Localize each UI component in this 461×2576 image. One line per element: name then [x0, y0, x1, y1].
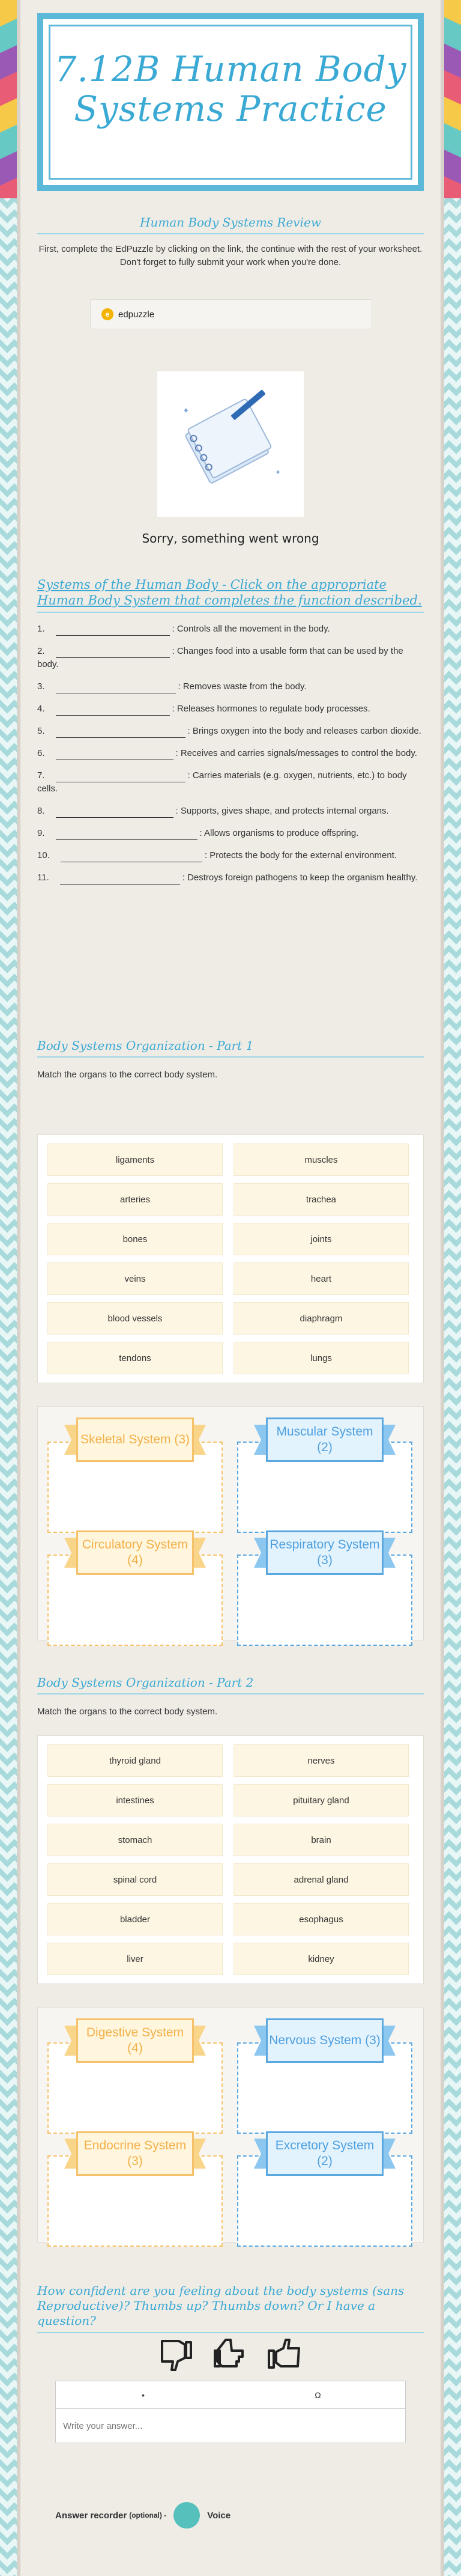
answer-blank-dropdown[interactable]	[56, 728, 185, 738]
part2-organ-bank	[37, 1735, 424, 1984]
question-text: : Carries materials (e.g. oxygen, nutrients, etc.) to body cells.	[37, 770, 407, 794]
answer-blank-dropdown[interactable]	[56, 648, 170, 658]
function-question-list	[37, 623, 424, 885]
organ-chip[interactable]: muscles	[234, 1143, 409, 1176]
organ-chip[interactable]: esophagus	[234, 1903, 409, 1935]
function-question	[37, 805, 424, 818]
question-number: 6.	[37, 748, 45, 758]
answer-blank-dropdown[interactable]	[56, 830, 197, 840]
organ-chip[interactable]: lungs	[234, 1342, 409, 1374]
answer-blank-dropdown[interactable]	[56, 808, 173, 818]
organ-chip[interactable]: liver	[47, 1943, 223, 1975]
part2-system-bins	[37, 2007, 424, 2243]
organ-chip[interactable]: brain	[234, 1824, 409, 1856]
systems-matching-section	[37, 577, 424, 894]
answer-blank-dropdown[interactable]	[56, 684, 176, 693]
thumbs-down-icon[interactable]	[157, 2337, 193, 2372]
organ-chip[interactable]: tendons	[47, 1342, 223, 1374]
question-text: : Supports, gives shape, and protects internal organs.	[175, 806, 389, 816]
organ-chip[interactable]: heart	[234, 1262, 409, 1295]
question-text: : Releases hormones to regulate body processes.	[172, 704, 370, 714]
system-label: Muscular System (2)	[266, 1417, 384, 1462]
voice-record-button[interactable]	[173, 2502, 200, 2529]
question-number: 5.	[37, 726, 45, 736]
recorder-optional: (optional) -	[129, 2511, 167, 2520]
answer-blank-dropdown[interactable]	[60, 875, 180, 885]
voice-label: Voice	[207, 2510, 231, 2521]
recorder-label: Answer recorder	[55, 2510, 127, 2521]
part1-heading: Body Systems Organization - Part 1	[37, 1038, 424, 1058]
function-question	[37, 849, 424, 862]
question-text: : Controls all the movement in the body.	[172, 624, 330, 634]
organ-chip[interactable]: joints	[234, 1223, 409, 1255]
part1-section	[37, 1038, 424, 1082]
question-number: 8.	[37, 806, 45, 816]
question-number: 11.	[37, 872, 49, 883]
review-heading: Human Body Systems Review	[37, 215, 424, 234]
system-label: Excretory System (2)	[266, 2131, 384, 2176]
function-question	[37, 827, 424, 840]
answer-toolbar	[56, 2381, 405, 2409]
question-text: : Brings oxygen into the body and releases carbon dioxide.	[187, 726, 421, 736]
system-label: Nervous System (3)	[266, 2018, 384, 2063]
answer-blank-dropdown[interactable]	[61, 853, 202, 862]
answer-box	[55, 2381, 406, 2443]
edpuzzle-logo-icon: e	[101, 308, 113, 320]
answer-blank-dropdown[interactable]	[56, 773, 185, 782]
special-character-button[interactable]: Ω	[315, 2390, 321, 2400]
question-text: : Removes waste from the body.	[178, 681, 307, 692]
function-question	[37, 769, 424, 796]
question-text: : Changes food into a usable form that can be used by the body.	[37, 646, 403, 669]
system-label: Digestive System (4)	[76, 2018, 194, 2063]
question-number: 4.	[37, 704, 45, 714]
edpuzzle-label: edpuzzle	[118, 309, 155, 320]
review-section	[37, 215, 424, 269]
organ-chip[interactable]: stomach	[47, 1824, 223, 1856]
systems-heading: Systems of the Human Body - Click on the appropriate Human Body System that completes the function described.	[37, 577, 424, 613]
thumb-icons	[157, 2337, 304, 2372]
system-label: Respiratory System (3)	[266, 1530, 384, 1575]
answer-blank-dropdown[interactable]	[56, 626, 170, 636]
edpuzzle-link[interactable]	[90, 299, 372, 329]
organ-chip[interactable]: bladder	[47, 1903, 223, 1935]
organ-chip[interactable]: kidney	[234, 1943, 409, 1975]
function-question	[37, 871, 424, 885]
svg-text:✦: ✦	[275, 468, 282, 477]
question-text: : Destroys foreign pathogens to keep the organism healthy.	[182, 872, 418, 883]
part2-heading: Body Systems Organization - Part 2	[37, 1675, 424, 1694]
organ-chip[interactable]: pituitary gland	[234, 1784, 409, 1816]
organ-chip[interactable]: spinal cord	[47, 1863, 223, 1896]
confidence-question: How confident are you feeling about the body systems (sans Reproductive)? Thumbs up? Thumbs down? Or I have a question?	[37, 2283, 424, 2333]
question-number: 1.	[37, 624, 45, 634]
part1-instructions: Match the organs to the correct body system.	[37, 1070, 218, 1080]
answer-blank-dropdown[interactable]	[56, 706, 170, 716]
organ-chip[interactable]: bones	[47, 1223, 223, 1255]
answer-input[interactable]	[56, 2409, 405, 2443]
question-number: 10.	[37, 850, 50, 860]
part2-section	[37, 1675, 424, 1719]
svg-text:✦: ✦	[182, 406, 190, 416]
question-number: 3.	[37, 681, 45, 692]
bullet-button[interactable]: •	[142, 2390, 145, 2400]
question-number: 2.	[37, 646, 45, 656]
part2-instructions: Match the organs to the correct body system.	[37, 1707, 218, 1717]
page-title: 7.12B Human Body Systems Practice	[54, 49, 407, 129]
title-banner	[37, 13, 424, 191]
organ-chip[interactable]: arteries	[47, 1183, 223, 1216]
organ-chip[interactable]: blood vessels	[47, 1302, 223, 1335]
confidence-section	[37, 2283, 424, 2333]
answer-blank-dropdown[interactable]	[56, 751, 173, 760]
question-number: 7.	[37, 770, 45, 781]
part1-organ-bank	[37, 1134, 424, 1383]
part1-system-bins	[37, 1406, 424, 1640]
question-text: : Protects the body for the external environment.	[204, 850, 397, 860]
error-message: Sorry, something went wrong	[142, 531, 319, 546]
question-text: : Allows organisms to produce offspring.	[199, 828, 359, 838]
organ-chip[interactable]: thyroid gland	[47, 1744, 223, 1777]
function-question	[37, 645, 424, 671]
system-label: Circulatory System (4)	[76, 1530, 194, 1575]
answer-recorder	[55, 2502, 230, 2529]
function-question	[37, 747, 424, 760]
organ-chip[interactable]: diaphragm	[234, 1302, 409, 1335]
function-question	[37, 702, 424, 716]
review-instructions: First, complete the EdPuzzle by clicking on the link, the continue with the rest of your worksheet. Don't forget to fully submit your work when you're done.	[38, 244, 423, 267]
system-label: Endocrine System (3)	[76, 2131, 194, 2176]
organ-chip[interactable]: adrenal gland	[234, 1863, 409, 1896]
function-question	[37, 725, 424, 738]
question-number: 9.	[37, 828, 45, 838]
question-text: : Receives and carries signals/messages to control the body.	[175, 748, 417, 758]
thumbs-up-icon[interactable]	[268, 2337, 304, 2372]
organ-chip[interactable]: ligaments	[47, 1143, 223, 1176]
organ-chip[interactable]: nerves	[234, 1744, 409, 1777]
thumbs-sideways-icon[interactable]	[212, 2337, 249, 2372]
error-illustration	[157, 371, 304, 517]
function-question	[37, 623, 424, 636]
organ-chip[interactable]: trachea	[234, 1183, 409, 1216]
organ-chip[interactable]: veins	[47, 1262, 223, 1295]
system-label: Skeletal System (3)	[76, 1417, 194, 1462]
organ-chip[interactable]: intestines	[47, 1784, 223, 1816]
function-question	[37, 680, 424, 693]
